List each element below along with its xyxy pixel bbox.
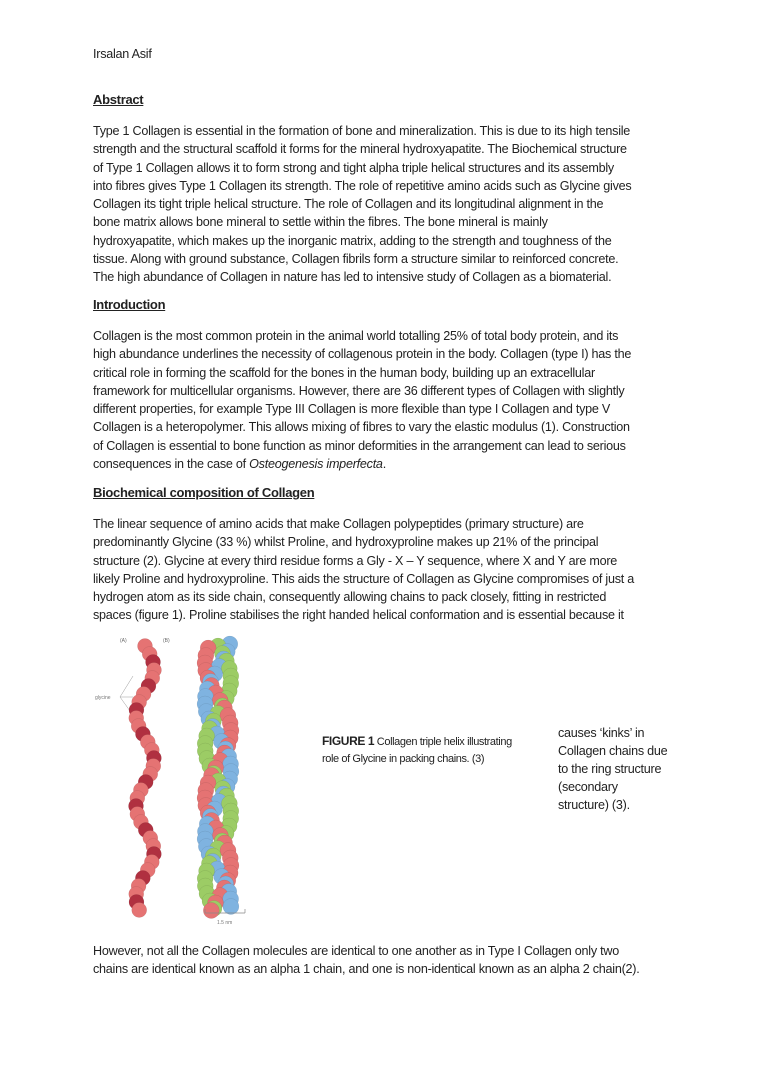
text-line: However, not all the Collagen molecules are identical to one another as in Type I Collagen only two <box>93 944 619 958</box>
side-text <box>558 724 667 814</box>
abstract-heading: Abstract <box>93 92 144 107</box>
text-line: strength and the structural scaffold it forms for the mineral hydroxyapatite. The Biochemical structure <box>93 142 627 157</box>
text-line: tissue. Along with ground substance, Collagen fibrils form a structure similar to reinforced concrete. <box>93 252 619 267</box>
abstract-paragraph <box>93 122 631 287</box>
text-line: spaces (figure 1). Proline stabilises the right handed helical conformation and is essential because it <box>93 608 624 623</box>
text-line: causes ‘kinks’ in <box>558 726 645 740</box>
glycine-label: glycine <box>95 695 111 701</box>
text-line: different properties, for example Type III Collagen is more flexible than type I Collagen and type V <box>93 402 611 417</box>
text-line: (secondary <box>558 780 618 794</box>
figure-label-b: (B) <box>163 638 170 644</box>
disease-name: Osteogenesis imperfecta <box>249 457 383 472</box>
text-line: Collagen is the most common protein in the animal world totalling 25% of total body protein, and its <box>93 329 619 343</box>
text-line: Type 1 Collagen is essential in the formation of bone and mineralization. This is due to its high tensile <box>93 124 631 138</box>
text-line: structure (2). Glycine at every third residue forms a Gly - X – Y sequence, where X and Y are more <box>93 553 618 568</box>
biochem-paragraph <box>93 515 634 625</box>
biochem-heading: Biochemical composition of Collagen <box>93 485 315 500</box>
text-line: predominantly Glycine (33 %) whilst Proline, and hydroxyproline makes up 21% of the principal <box>93 535 599 550</box>
residue-sphere <box>203 903 219 919</box>
chain-b <box>197 636 239 919</box>
text-line: The high abundance of Collagen in nature has led to intensive study of Collagen as a biomaterial. <box>93 270 612 285</box>
introduction-paragraph <box>93 327 631 473</box>
closing-paragraph <box>93 942 640 979</box>
text-line: chains are identical known as an alpha 1 chain, and one is non-identical known as an alpha 2 chain(2). <box>93 962 640 977</box>
residue-sphere <box>223 899 239 915</box>
text-line: The linear sequence of amino acids that make Collagen polypeptides (primary structure) are <box>93 517 584 531</box>
text-line: structure) (3). <box>558 798 630 812</box>
figure-label-a: (A) <box>120 638 127 644</box>
text-line: high abundance underlines the necessity of collagenous protein in the body. Collagen (type I) has the <box>93 347 632 362</box>
text-line: of Type 1 Collagen allows it to form strong and tight alpha triple helical structures and its assembly <box>93 160 614 175</box>
text-line: likely Proline and hydroxyproline. This aids the structure of Collagen as Glycine compromises of just a <box>93 571 634 586</box>
introduction-heading: Introduction <box>93 297 166 312</box>
text-line: Collagen chains due <box>558 744 668 758</box>
intro-last-text: consequences in the case of <box>93 457 250 472</box>
collagen-helix-figure <box>90 628 260 930</box>
figure-caption <box>322 733 522 768</box>
intro-last-line <box>93 455 631 473</box>
caption-title: FIGURE 1 <box>322 734 375 748</box>
text-line: to the ring structure <box>558 762 662 776</box>
text-line: into fibres gives Type 1 Collagen its strength. The role of repetitive amino acids such as Glycine gives <box>93 178 632 193</box>
text-line: of Collagen is essential to bone function as minor deformities in the arrangement can lead to serious <box>93 438 626 453</box>
text-line: Collagen its tight triple helical structure. The role of Collagen and its longitudinal alignment in the <box>93 197 604 212</box>
residue-sphere <box>132 903 147 918</box>
scale-label: 1.5 nm <box>217 920 233 926</box>
text-line: critical role in forming the scaffold for the bones in the human body, building up an extracellular <box>93 365 595 380</box>
caption-text: Collagen triple helix illustrating role of Glycine in packing chains. (3) <box>322 736 512 765</box>
author-header: Irsalan Asif <box>93 47 152 61</box>
text-line: Collagen is a heteropolymer. This allows mixing of fibres to vary the elastic modulus (1). Construction <box>93 420 630 435</box>
intro-period: . <box>382 457 386 472</box>
text-line: framework for multicellular organisms. However, there are 36 different types of Collagen with slightly <box>93 383 625 398</box>
text-line: hydroxyapatite, which makes up the inorganic matrix, adding to the strength and toughness of the <box>93 233 612 248</box>
text-line: bone matrix allows bone mineral to settle within the fibres. The bone mineral is mainly <box>93 215 548 230</box>
text-line: hydrogen atom as its side chain, consequently allowing chains to pack closely, fitting in restricted <box>93 590 607 605</box>
chain-a <box>129 639 162 918</box>
